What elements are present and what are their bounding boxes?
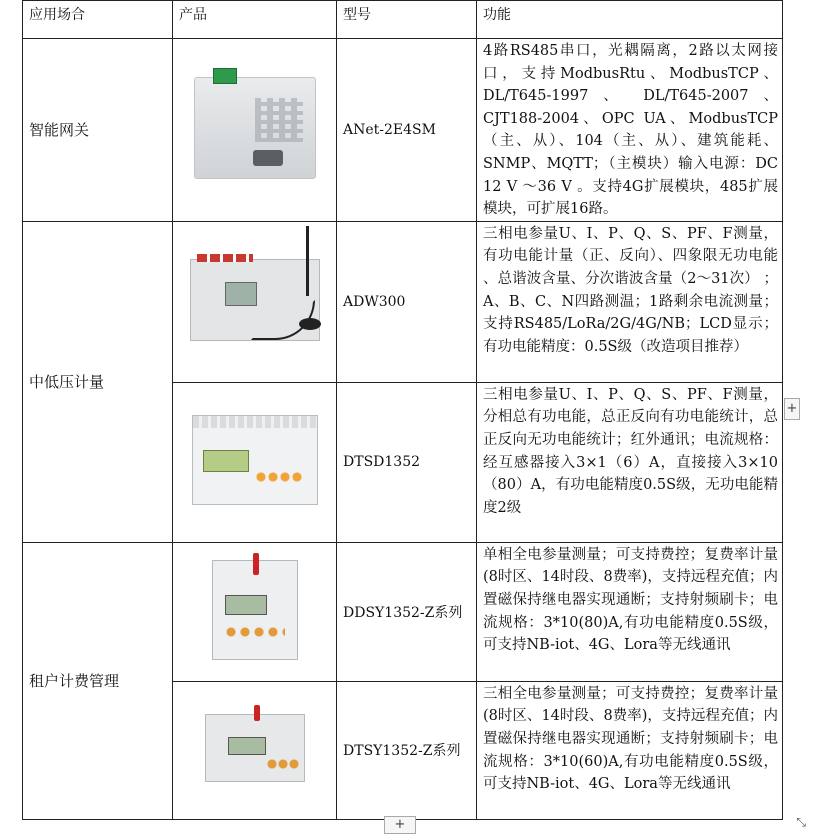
product-image-cell <box>173 221 337 382</box>
function-cell: 单相全电参量测量；可支持费控；复费率计量(8时区、14时段、8费率)，支持远程充值；内置磁保持继电器实现通断；支持射频刷卡；电流规格：3*10(80)A,有功电能精度0.5S级，可支持NB-iot、4G、Lora等无线通讯 <box>477 542 783 681</box>
table-row <box>23 542 783 681</box>
model-cell: ADW300 <box>337 221 477 382</box>
product-table <box>22 0 783 820</box>
model-cell: ANet-2E4SM <box>337 39 477 222</box>
add-column-button[interactable]: + <box>784 398 800 420</box>
product-image-cell <box>173 39 337 222</box>
header-product: 产品 <box>173 1 337 39</box>
header-scene: 应用场合 <box>23 1 173 39</box>
product-image-cell <box>173 681 337 819</box>
function-cell: 三相电参量U、I、P、Q、S、PF、F测量，有功电能计量（正、反向）、四象限无功电能 、总谐波含量、分次谐波含量（2～31次） ；A、B、C、N四路测温；1路剩余电流测量；支持RS485/LoRa/2G/4G/NB；LCD显示；有功电能精度：0.5S级（改造项目推荐） <box>477 221 783 382</box>
model-cell: DDSY1352-Z系列 <box>337 542 477 681</box>
gateway-device-image <box>194 77 316 179</box>
model-cell: DTSD1352 <box>337 382 477 542</box>
resize-handle-icon[interactable]: ⤡ <box>796 815 806 829</box>
function-cell: 4路RS485串口，光耦隔离，2路以太网接口，支持ModbusRtu、ModbusTCP、DL/T645-1997 、 DL/T645-2007 、CJT188-2004、OPC UA、ModbusTCP（主、从）、104（主、从）、建筑能耗、SNMP、MQTT；（主模块）输入电源：DC 12 V ～36 V 。支持4G扩展模块，485扩展模块，可扩展16路。 <box>477 39 783 222</box>
scene-cell: 中低压计量 <box>23 221 173 542</box>
single-phase-prepaid-meter-image <box>212 560 298 660</box>
wireless-meter-image <box>190 259 320 341</box>
header-row <box>23 1 783 39</box>
add-row-button[interactable]: + <box>384 816 416 834</box>
function-cell: 三相全电参量测量；可支持费控；复费率计量(8时区、14时段、8费率)，支持远程充值；内置磁保持继电器实现通断；支持射频刷卡；电流规格：3*10(60)A,有功电能精度0.5S级，可支持NB-iot、4G、Lora等无线通讯 <box>477 681 783 819</box>
function-cell: 三相电参量U、I、P、Q、S、PF、F测量，分相总有功电能，总正反向有功电能统计，总正反向无功电能统计；红外通讯；电流规格：经互感器接入3×1（6）A，直接接入3×10（80）A，有功电能精度0.5S级，无功电能精度2级 <box>477 382 783 542</box>
table-row <box>23 221 783 382</box>
three-phase-prepaid-meter-image <box>205 714 305 782</box>
product-image-cell <box>173 382 337 542</box>
header-model: 型号 <box>337 1 477 39</box>
product-image-cell <box>173 542 337 681</box>
scene-cell: 智能网关 <box>23 39 173 222</box>
table-row <box>23 39 783 222</box>
header-function: 功能 <box>477 1 783 39</box>
three-phase-meter-image <box>192 415 318 505</box>
model-cell: DTSY1352-Z系列 <box>337 681 477 819</box>
scene-cell: 租户计费管理 <box>23 542 173 819</box>
